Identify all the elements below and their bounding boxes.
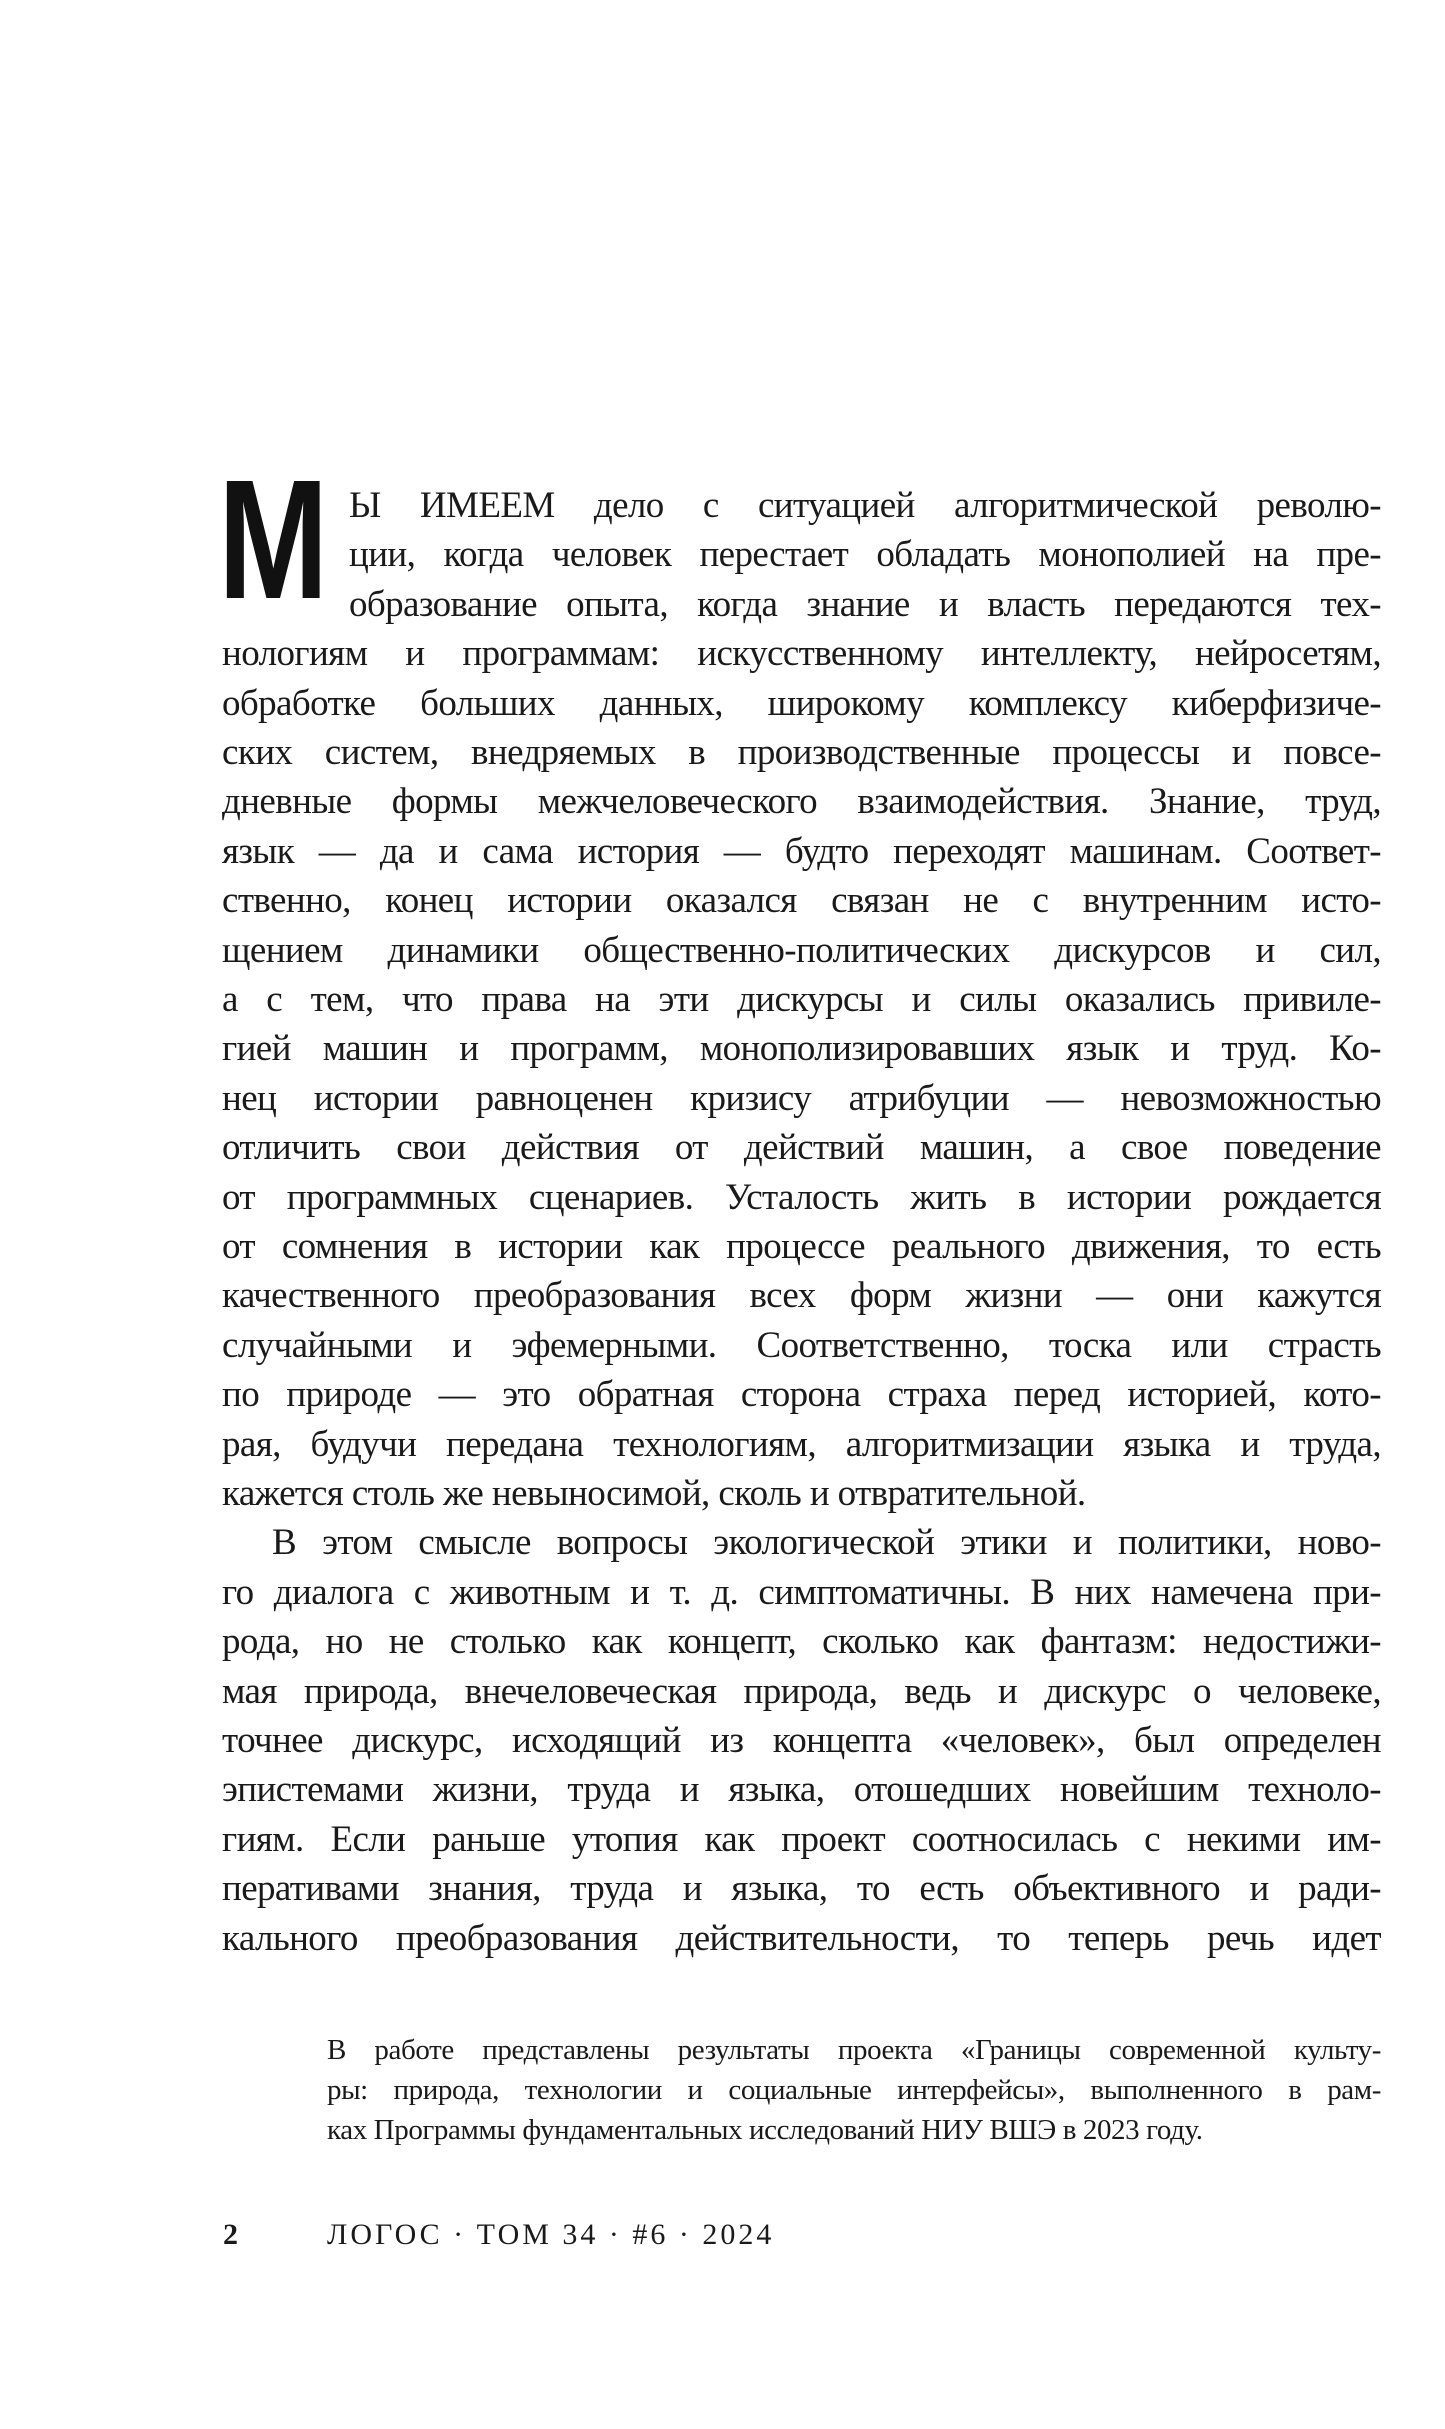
text-line: перативами знания, труда и языка, то есть объективного и ради- — [222, 1868, 1381, 1910]
text-line: гиям. Если раньше утопия как проект соотносилась с некими им- — [222, 1818, 1381, 1860]
text-line: качественного преобразования всех форм жизни — они кажутся — [222, 1275, 1381, 1317]
text-line: мая природа, внечеловеческая природа, ведь и дискурс о человеке, — [222, 1670, 1381, 1712]
text-line: нологиям и программам: искусственному интеллекту, нейросетям, — [222, 633, 1381, 675]
text-line: рая, будучи передана технологиям, алгоритмизации языка и труда, — [222, 1423, 1381, 1465]
text-line: язык — да и сама история — будто переходят машинам. Соответ- — [222, 830, 1381, 872]
text-line: отличить свои действия от действий машин, а свое поведение — [222, 1127, 1381, 1169]
text-line: а с тем, что права на эти дискурсы и силы оказались привиле- — [222, 979, 1381, 1020]
text-line: кажется столь же невыносимой, сколь и отвратительной. — [222, 1473, 1086, 1514]
text-line: ских систем, внедряемых в производственные процессы и повсе- — [222, 732, 1381, 773]
text-line: эпистемами жизни, труда и языка, отошедших новейшим техноло- — [222, 1769, 1381, 1811]
footnote-line: ры: природа, технологии и социальные интерфейсы», выполненного в рам- — [327, 2074, 1381, 2106]
text-line: нец истории равноценен кризису атрибуции — невозможностью — [222, 1077, 1381, 1119]
text-line: рода, но не столько как концепт, сколько как фантазм: недостижи- — [222, 1621, 1381, 1663]
running-head: ЛОГОС · ТОМ 34 · #6 · 2024 — [327, 2218, 775, 2251]
text-line: го диалога с животным и т. д. симптоматичны. В них намечена при- — [222, 1571, 1381, 1613]
text-line: образование опыта, когда знание и власть передаются тех- — [349, 583, 1381, 625]
text-line: ции, когда человек перестает обладать монополией на пре- — [349, 534, 1381, 576]
text-line: Ы ИМЕЕМ дело с ситуацией алгоритмической револю- — [349, 485, 1381, 526]
page-number: 2 — [223, 2218, 238, 2251]
footnote-line: В работе представлены результаты проекта «Границы современной культу- — [327, 2034, 1381, 2066]
drop-cap: М — [218, 445, 329, 635]
text-line: от программных сценариев. Усталость жить в истории рождается — [222, 1176, 1381, 1218]
text-line: от сомнения в истории как процессе реального движения, то есть — [222, 1226, 1381, 1267]
text-line: дневные формы межчеловеческого взаимодействия. Знание, труд, — [222, 781, 1381, 823]
text-line: гией машин и программ, монополизировавших язык и труд. Ко- — [222, 1028, 1381, 1070]
text-line: В этом смысле вопросы экологической этики и политики, ново- — [272, 1522, 1381, 1564]
text-line: кального преобразования действительности, то теперь речь идет — [222, 1917, 1381, 1959]
text-line: ственно, конец истории оказался связан не с внутренним исто- — [222, 880, 1381, 922]
text-line: по природе — это обратная сторона страха перед историей, кото- — [222, 1374, 1381, 1416]
text-line: обработке больших данных, широкому комплексу киберфизиче- — [222, 682, 1381, 724]
text-line: точнее дискурс, исходящий из концепта «человек», был определен — [222, 1720, 1381, 1761]
footnote-line: ках Программы фундаментальных исследований НИУ ВШЭ в 2023 году. — [327, 2114, 1203, 2146]
text-line: щением динамики общественно-политических дискурсов и сил, — [222, 929, 1381, 971]
text-line: случайными и эфемерными. Соответственно, тоска или страсть — [222, 1324, 1381, 1366]
